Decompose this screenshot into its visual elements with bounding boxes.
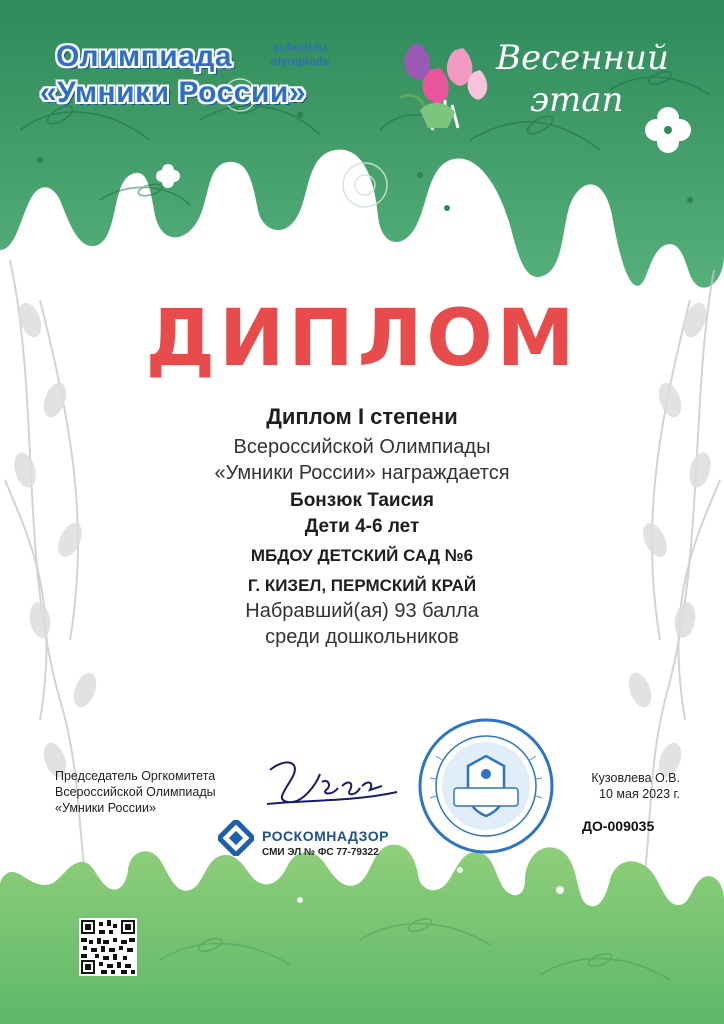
regulator-name: РОСКОМНАДЗОР xyxy=(262,828,389,844)
school-badge-line2: olympiads xyxy=(270,54,330,68)
age-category: Дети 4-6 лет xyxy=(304,516,420,537)
olympiad-logo-line1: Олимпиада xyxy=(56,40,233,73)
olympiad-logo-line2: «Умники России» xyxy=(40,76,307,109)
qr-code[interactable] xyxy=(79,918,137,976)
spring-stage-line1: Весенний xyxy=(496,38,669,78)
document-number: ДО-009035 xyxy=(582,818,655,834)
chairman-line3: «Умники России» xyxy=(55,801,156,815)
spring-stage-line2: этап xyxy=(530,80,624,120)
recipient-name: Бонзюк Таисия xyxy=(290,490,434,511)
diploma-line2: «Умники России» награждается xyxy=(214,462,510,484)
diploma-degree: Диплом I степени xyxy=(266,404,458,429)
diploma-title: ДИПЛОМ xyxy=(145,294,579,384)
issue-date: 10 мая 2023 г. xyxy=(599,787,680,801)
signer-name: Кузовлева О.В. xyxy=(591,771,680,785)
school-badge-line1: school.ru xyxy=(272,40,327,54)
chairman-block xyxy=(55,768,245,816)
regulator-license: СМИ ЭЛ № ФС 77-79322 xyxy=(262,847,379,858)
institution-location: Г. КИЗЕЛ, ПЕРМСКИЙ КРАЙ xyxy=(247,576,477,595)
school-olympiads-badge xyxy=(258,40,342,76)
signer-block xyxy=(560,770,680,802)
group-line: среди дошкольников xyxy=(265,626,459,648)
signature-image xyxy=(262,752,402,812)
official-stamp xyxy=(416,716,556,856)
chairman-line2: Всероссийской Олимпиады xyxy=(55,785,216,799)
diploma-line1: Всероссийской Олимпиады xyxy=(233,436,491,458)
institution-name: МБДОУ ДЕТСКИЙ САД №6 xyxy=(250,546,474,565)
chairman-line1: Председатель Оргкомитета xyxy=(55,769,216,783)
score-line: Набравший(ая) 93 балла xyxy=(245,600,479,622)
roskomnadzor-logo-icon xyxy=(218,820,254,856)
